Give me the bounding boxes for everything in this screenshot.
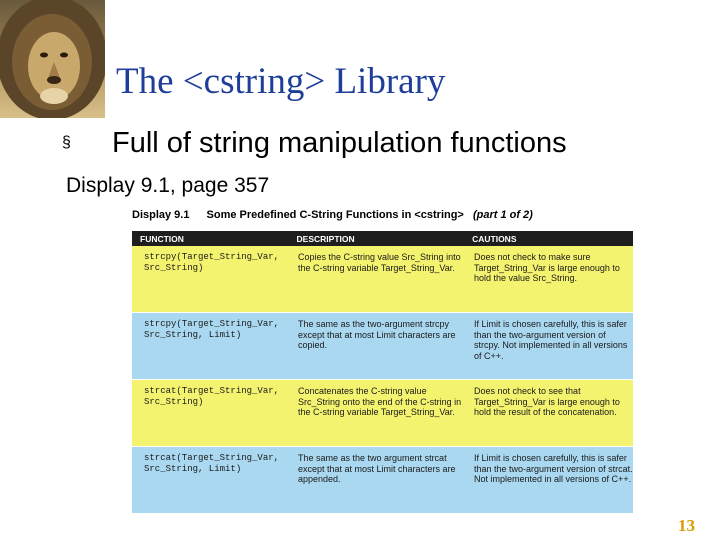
function-table: [132, 231, 633, 513]
function-cell: strcpy(Target_String_Var, Src_String): [144, 252, 280, 273]
function-cell: strcpy(Target_String_Var, Src_String, Limit): [144, 319, 280, 340]
header-description: DESCRIPTION: [296, 233, 355, 244]
display-caption-text: Some Predefined C-String Functions in <cstring>: [206, 209, 464, 221]
table-header: [132, 231, 633, 246]
display-caption: [132, 209, 533, 221]
slide-title: The <cstring> Library: [116, 61, 446, 102]
header-cautions: CAUTIONS: [472, 233, 517, 244]
display-reference: Display 9.1, page 357: [66, 174, 270, 197]
description-cell: Concatenates the C-string value Src_String onto the end of the C-string in the C-string variable Target_String_Var.: [298, 386, 462, 417]
header-function: FUNCTION: [140, 233, 184, 244]
description-cell: The same as the two-argument strcpy except that at most Limit characters are copied.: [298, 319, 456, 350]
page-number: 13: [678, 516, 695, 535]
function-cell: strcat(Target_String_Var, Src_String): [144, 386, 280, 407]
table-row: [132, 246, 633, 312]
lion-photo: [0, 0, 105, 118]
caution-cell: If Limit is chosen carefully, this is safer than the two-argument version of strcat. Not implemented in all versions of C++.: [474, 453, 633, 484]
bullet-marker: §: [62, 134, 71, 151]
caution-cell: Does not check to see that Target_String_Var is large enough to hold the result of the concatenation.: [474, 386, 620, 417]
table-row: [132, 446, 633, 513]
display-label: Display 9.1: [132, 209, 190, 221]
display-part: (part 1 of 2): [472, 209, 533, 221]
caution-cell: Does not check to make sure Target_String_Var is large enough to hold the value Src_String.: [474, 252, 620, 283]
description-cell: The same as the two argument strcat except that at most Limit characters are appended.: [298, 453, 456, 484]
bullet-text: Full of string manipulation functions: [112, 127, 567, 159]
description-cell: Copies the C-string value Src_String into the C-string variable Target_String_Var.: [298, 252, 461, 273]
table-row: [132, 312, 633, 379]
caution-cell: If Limit is chosen carefully, this is safer than the two-argument version of strcpy. Not implemented in all versions of C++.: [474, 319, 628, 361]
table-row: [132, 379, 633, 446]
function-cell: strcat(Target_String_Var, Src_String, Limit): [144, 453, 280, 474]
